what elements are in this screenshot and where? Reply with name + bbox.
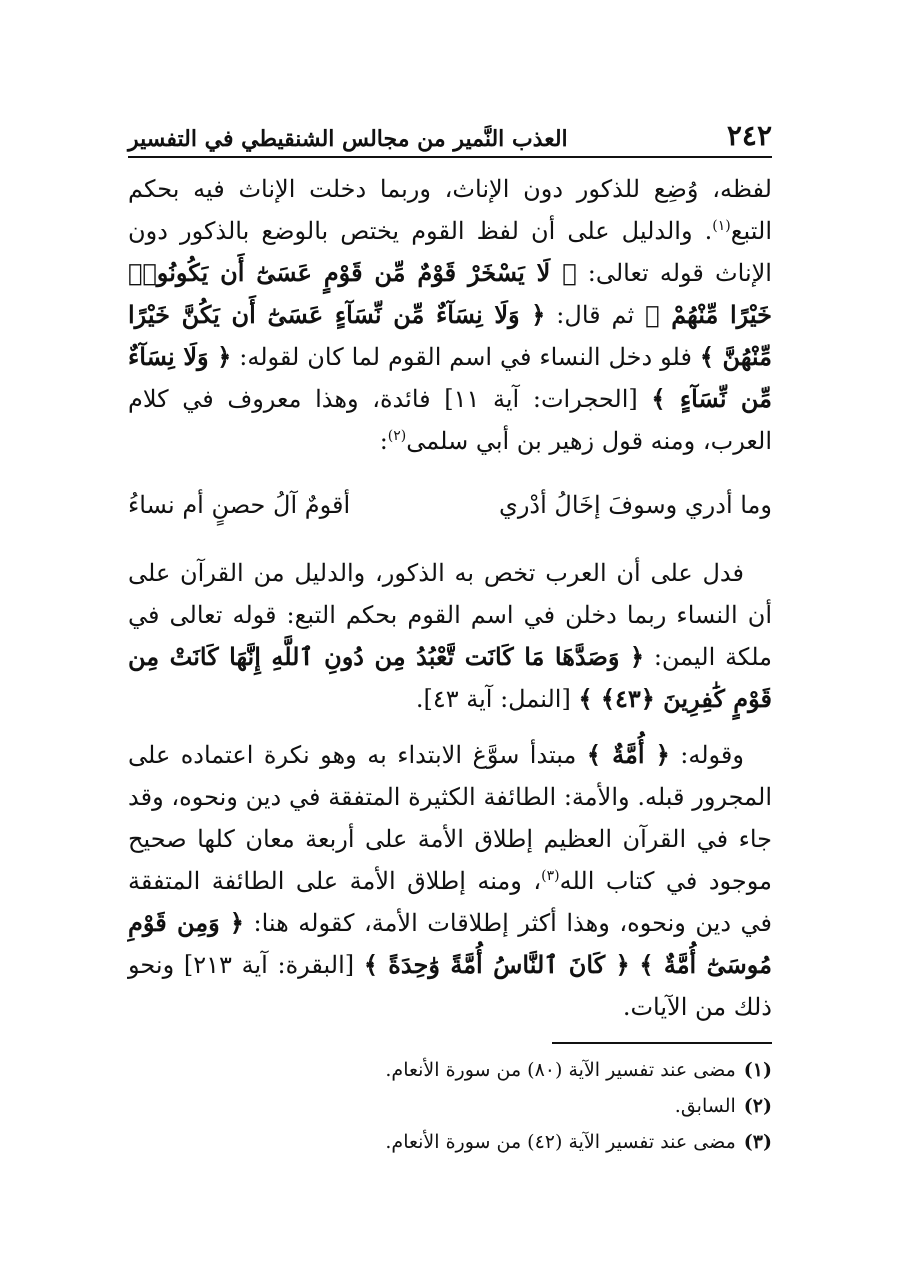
- quran-quote: ﴿ وَمِن قَوْمِ مُوسَىٰٓ أُمَّةٌ ﴾: [128, 908, 773, 979]
- paragraph-1: [128, 168, 772, 462]
- text-segment: [البقرة: آية ٢١٣] ونحو ذلك من الآيات.: [128, 951, 772, 1021]
- poetry-verse: [128, 484, 772, 526]
- page-header: [128, 112, 772, 158]
- paragraph-2: [128, 552, 772, 720]
- footnote-text: مضى عند تفسير الآية (٨٠) من سورة الأنعام.: [385, 1059, 736, 1081]
- footnote-divider: [552, 1042, 772, 1044]
- text-segment: [النمل: آية ٤٣].: [415, 685, 571, 713]
- footnote-number: (٢): [743, 1095, 772, 1117]
- quran-quote: ﴿ لَا يَسْخَرْ قَوْمٌ مِّن قَوْمٍ عَسَىٰٓ أَن يَكُونُوا۟ خَيْرًا مِّنْهُمْ ﴾: [128, 258, 772, 329]
- main-text: [128, 168, 772, 1028]
- footnote-text: السابق.: [674, 1095, 736, 1117]
- text-segment: فلو دخل النساء في اسم القوم لما كان لقوله:: [239, 343, 692, 371]
- text-segment: ، ومنه إطلاق الأمة على الطائفة المتفقة في دين ونحوه، وهذا أكثر إطلاقات الأمة، كقوله هنا:: [128, 867, 772, 937]
- text-segment: وقوله:: [680, 741, 744, 769]
- text-segment: [الحجرات: آية ١١] فائدة، وهذا معروف في كلام العرب، ومنه قول زهير بن أبي سلمى: [128, 385, 772, 455]
- verse-second-hemistich: أقومٌ آلُ حصنٍ أم نساءُ: [128, 491, 351, 519]
- quran-quote: ﴿ وَلَا نِسَآءٌ مِّن نِّسَآءٍ ﴾: [128, 342, 772, 413]
- footnote-number: (٣): [743, 1131, 772, 1153]
- text-segment: :: [379, 427, 388, 455]
- verse-first-hemistich: وما أدري وسوفَ إخَالُ أدْري: [499, 491, 772, 519]
- text-segment: ثم قال:: [556, 301, 635, 329]
- text-segment: فدل على أن العرب تخص به الذكور، والدليل من القرآن على أن النساء ربما دخلن في اسم القوم بحكم التبع: قوله تعالى في ملكة اليمن:: [128, 559, 772, 671]
- text-segment: . والدليل على أن لفظ القوم يختص بالوضع بالذكور دون الإناث قوله تعالى:: [128, 217, 772, 287]
- quran-quote: ﴿ وَصَدَّهَا مَا كَانَت تَّعْبُدُ مِن دُونِ ٱللَّهِ إِنَّهَا كَانَتْ مِن قَوْمٍ كَٰفِرِينَ ﴿٤٣﴾ ﴾: [128, 642, 772, 713]
- footnote-ref-3: (٣): [541, 868, 560, 884]
- footnotes-section: [128, 1042, 772, 1160]
- footnote-number: (١): [743, 1059, 772, 1081]
- footnote-ref-1: (١): [712, 218, 731, 234]
- quran-quote: ﴿ كَانَ ٱلنَّاسُ أُمَّةً وَٰحِدَةً ﴾: [363, 950, 630, 979]
- quran-quote: ﴿ وَلَا نِسَآءٌ مِّن نِّسَآءٍ عَسَىٰٓ أَن يَكُنَّ خَيْرًا مِّنْهُنَّ ﴾: [128, 300, 772, 371]
- text-segment: مبتدأ سوَّغ الابتداء به وهو نكرة اعتماده على المجرور قبله. والأمة: الطائفة الكثيرة المتفقة في دين ونحوه، وقد جاء في القرآن العظيم إطلاق الأمة على أربعة معان كلها صحيح موجود في كتاب الله: [128, 741, 773, 895]
- footnote-item: [128, 1124, 772, 1160]
- footnote-text: مضى عند تفسير الآية (٤٢) من سورة الأنعام.: [385, 1131, 736, 1153]
- quran-quote: ﴿ أُمَّةٌ ﴾: [586, 740, 670, 769]
- page-number: ٢٤٢: [726, 119, 772, 152]
- text-segment: لفظه، وُضِع للذكور دون الإناث، وربما دخلت الإناث فيه بحكم التبع: [128, 175, 772, 245]
- footnote-ref-2: (٢): [387, 428, 407, 444]
- running-title: العذب النَّمير من مجالس الشنقيطي في التفسير: [128, 126, 568, 152]
- paragraph-3: [128, 734, 772, 1028]
- footnote-item: [128, 1052, 772, 1088]
- footnote-item: [128, 1088, 772, 1124]
- paragraph-gap: [128, 720, 772, 734]
